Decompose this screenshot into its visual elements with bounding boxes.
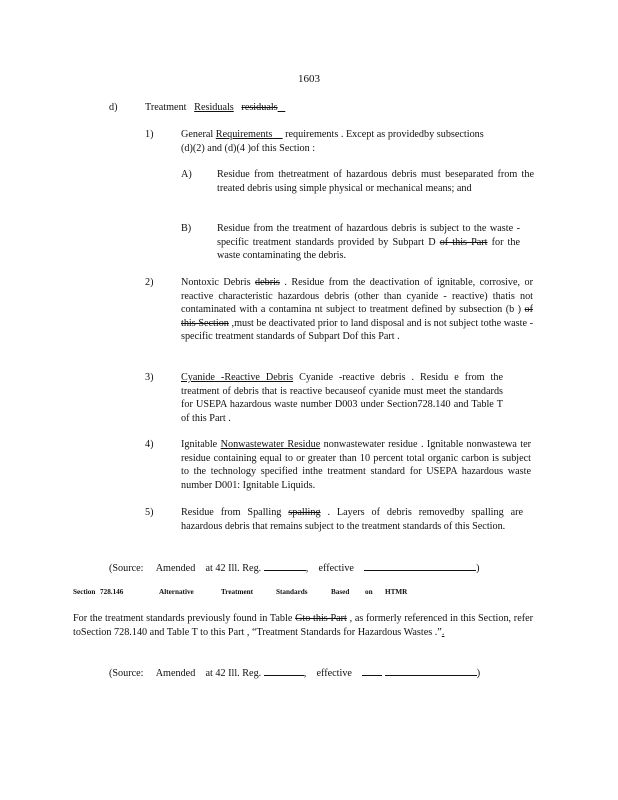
source-amended: Amended [155, 668, 196, 679]
item-B-text [217, 222, 520, 263]
subsection-d-title [145, 101, 285, 115]
source-comma: , [303, 668, 307, 679]
source-close: ) [476, 563, 480, 574]
page-number: 1603 [298, 73, 320, 85]
item-1-label: 1) [145, 129, 154, 140]
item-1-inserted: Requirements [215, 129, 273, 140]
item-B-after: for the waste contaminating the debris. [217, 236, 521, 262]
item-B-before: Residue from the treatment of hazardous debris is subject to the waste -specific treatment standards provided by Subpart D [217, 223, 520, 248]
item-5-deleted: spalling [288, 507, 321, 518]
item-B-label: B) [181, 223, 192, 234]
item-1-word: requirements [285, 129, 339, 140]
heading-word-3: Standards [276, 588, 308, 596]
item-5-label: 5) [145, 507, 154, 518]
source-reg: at 42 Ill. Reg. [205, 668, 262, 679]
para-deleted: Gto this Part [295, 613, 347, 624]
section-paragraph [73, 612, 533, 639]
item-4-label: 4) [145, 439, 154, 450]
title-inserted: Residuals [194, 102, 234, 113]
item-2-text-1: . Residue from the deactivation of ignitable, corrosive, or reactive characteristic hazardous debris (other than cyanide - reactive) thatis not contaminated with a contamina nt subject to treatment defined by subsection (b ) [181, 277, 533, 316]
source-close: ) [476, 668, 481, 679]
item-2-deleted-2: of this Section [181, 304, 533, 329]
para-text-1: For the treatment standards previously found in Table [73, 613, 293, 624]
item-B-deleted: of this Part [439, 236, 488, 248]
item-2-prefix: Nontoxic Debris [181, 277, 251, 288]
source-effective: effective [316, 668, 352, 679]
source-label: (Source: [109, 563, 144, 574]
source-reg: at 42 Ill. Reg. [205, 563, 262, 574]
source-comma: , [305, 563, 309, 574]
item-1-line2: (d)(2) and (d)(4 )of this Section : [181, 142, 316, 154]
item-1-rest: . Except as providedby subsections [340, 129, 484, 140]
item-3-inserted: Cyanide -Reactive Debris [181, 372, 294, 383]
item-3-body: Cyanide -reactive debris . Residu e from the treatment of debris that is reactive becauseof cyanide must meet the standards for USEPA hazardous waste number D003 under Section728.140 and Table T of this Part . [181, 372, 504, 424]
source-amended: Amended [155, 563, 196, 574]
source-note-1 [109, 560, 480, 576]
item-4-inserted: Nonwastewater Residue [220, 439, 321, 450]
section-id: 728.146 [100, 588, 124, 596]
item-4-body: nonwastewater residue . Ignitable nonwastewa ter residue containing equal to or greater than 10 percent total organic carbon is subject to the technology specified inthe treatment standard for USEPA hazardous waste number D001: Ignitable Liquids. [181, 439, 532, 491]
effective-blank-b [385, 665, 477, 676]
item-4-prefix: Ignitable [181, 439, 218, 450]
heading-word-6: HTMR [385, 588, 408, 596]
effective-blank [364, 560, 476, 571]
para-tail: . [441, 626, 445, 638]
heading-word-4: Based [331, 588, 350, 596]
source-note-2 [109, 665, 480, 681]
title-deleted: residuals [241, 102, 278, 113]
item-2-text [181, 276, 533, 344]
item-5-text [181, 506, 523, 533]
title-prefix: Treatment [145, 102, 187, 113]
item-1-prefix: General [181, 129, 214, 140]
reg-blank [264, 560, 306, 571]
item-2-deleted-1: debris [254, 277, 280, 288]
heading-word-1: Alternative [159, 588, 194, 596]
item-A-label: A) [181, 169, 192, 180]
item-A-text: Residue from thetreatment of hazardous debris must beseparated from the treated debris using simple physical or mechanical means; and [217, 169, 534, 194]
item-3-label: 3) [145, 372, 154, 383]
reg-blank [264, 665, 304, 676]
heading-word-5: on [365, 588, 373, 596]
heading-word-2: Treatment [221, 588, 254, 596]
source-effective: effective [318, 563, 354, 574]
para-text-2: , as formerly referenced in this Section, refer toSection 728.140 and Table T to this Part , “Treatment Standards for Hazardous Wastes .” [73, 613, 534, 638]
item-4-text [181, 438, 531, 492]
item-3-text [181, 371, 503, 425]
item-1-text [181, 128, 513, 155]
item-5-prefix: Residue from Spalling [181, 507, 282, 518]
item-2-label: 2) [145, 277, 154, 288]
item-5-body: . Layers of debris removedby spalling are hazardous debris that remains subject to the treatment standards of this Section. [181, 507, 524, 532]
item-2-text-2: ,must be deactivated prior to land disposal and is not subject tothe waste -specific treatment standards of Subpart Dof this Part . [181, 317, 533, 343]
subsection-d-label: d) [109, 102, 118, 113]
section-word: Section [73, 588, 96, 596]
effective-blank-a [362, 665, 382, 676]
source-label: (Source: [109, 668, 144, 679]
